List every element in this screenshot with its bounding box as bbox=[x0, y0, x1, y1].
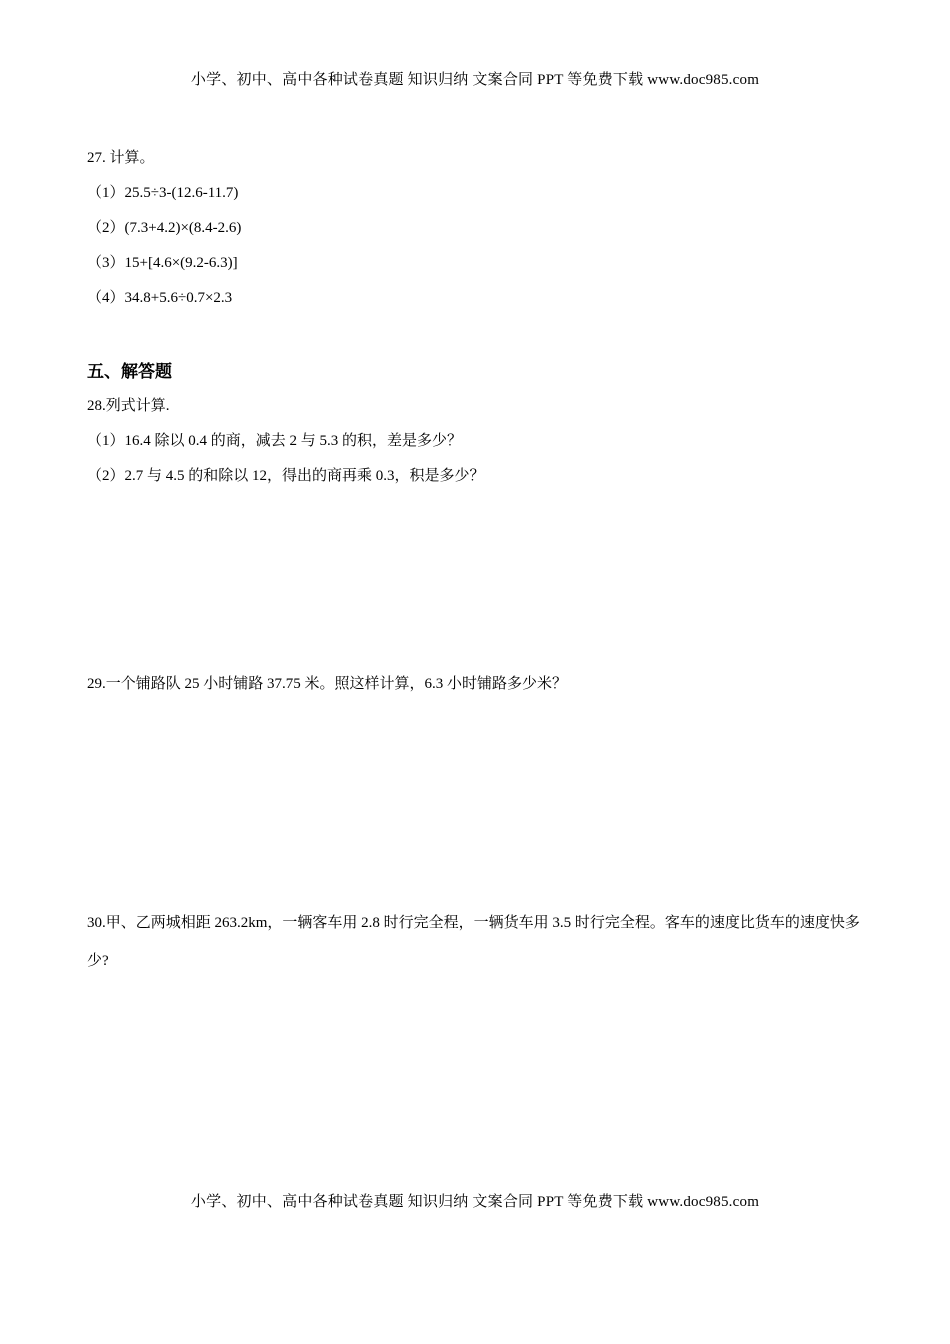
question-29-text: 29.一个铺路队 25 小时铺路 37.75 米。照这样计算，6.3 小时铺路多少米？ bbox=[87, 676, 568, 692]
question-28-item-1: （1）16.4 除以 0.4 的商，减去 2 与 5.3 的积，差是多少？ bbox=[87, 433, 463, 449]
question-28-title: 28.列式计算. bbox=[87, 398, 170, 414]
question-27-item-4: （4）34.8+5.6÷0.7×2.3 bbox=[87, 290, 233, 306]
question-30-text: 30.甲、乙两城相距 263.2km，一辆客车用 2.8 时行完全程，一辆货车用 3.5 时行完全程。客车的速度比货车的速度快多少? bbox=[87, 915, 860, 969]
question-27-item-1: （1）25.5÷3-(12.6-11.7) bbox=[87, 185, 239, 201]
question-27-item-3: （3）15+[4.6×(9.2-6.3)] bbox=[87, 255, 238, 271]
section-5-title: 五、解答题 bbox=[87, 362, 172, 382]
question-28-item-2: （2）2.7 与 4.5 的和除以 12，得出的商再乘 0.3，积是多少？ bbox=[87, 468, 485, 484]
page-footer: 小学、初中、高中各种试卷真题 知识归纳 文案合同 PPT 等免费下载 www.doc985.com bbox=[190, 1194, 760, 1210]
page-header: 小学、初中、高中各种试卷真题 知识归纳 文案合同 PPT 等免费下载 www.doc985.com bbox=[190, 72, 760, 88]
question-27-item-2: （2）(7.3+4.2)×(8.4-2.6) bbox=[87, 220, 242, 236]
question-27-title: 27. 计算。 bbox=[87, 150, 155, 166]
